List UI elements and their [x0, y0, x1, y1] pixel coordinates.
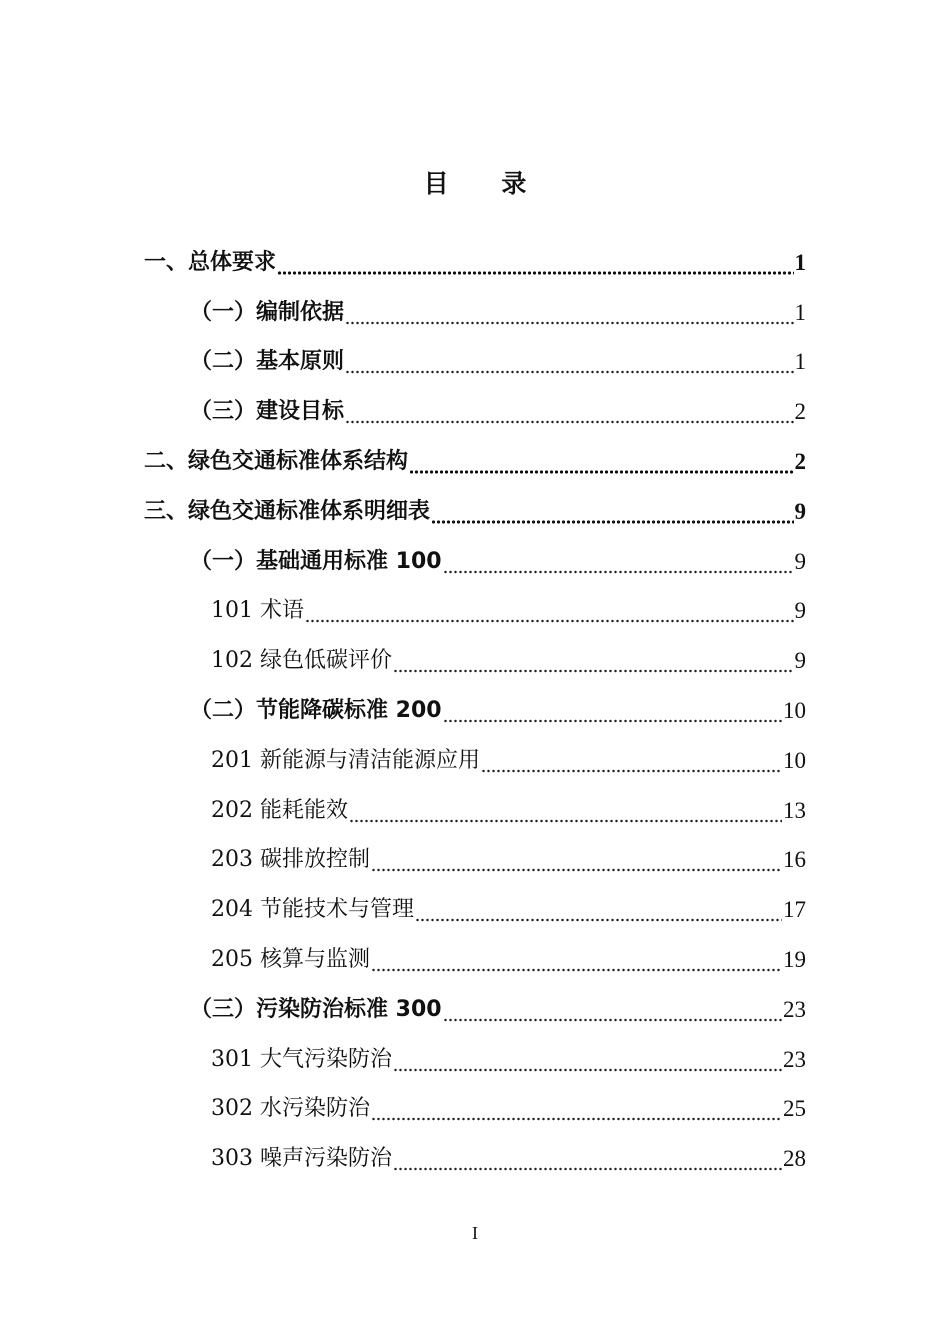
- toc-entry-label: 201 新能源与清洁能源应用: [211, 747, 480, 773]
- toc-entry-page: 9: [794, 648, 806, 674]
- toc-entry-page: 10: [783, 698, 806, 724]
- toc-entry-label: 101 术语: [211, 598, 304, 624]
- toc-entry[interactable]: [0, 786, 950, 836]
- toc-entry-label: 一、总体要求: [144, 249, 277, 275]
- dot-leader: [443, 696, 782, 726]
- toc-entry-label: （二）基本原则: [190, 349, 345, 375]
- toc-entry-page: 10: [783, 747, 806, 773]
- toc-entry-label: 三、绿色交通标准体系明细表: [144, 498, 431, 524]
- toc-entry-page: 25: [783, 1096, 806, 1122]
- page-number: I: [472, 1223, 478, 1243]
- toc-entry-page: 1: [794, 299, 806, 325]
- toc-entry-page: 2: [794, 399, 806, 425]
- dot-leader: [345, 347, 793, 377]
- toc-entry-label: （三）建设目标: [190, 399, 345, 425]
- toc-entry[interactable]: [0, 736, 950, 786]
- toc-entry-label: 302 水污染防治: [211, 1096, 370, 1122]
- toc-entry-label: （三）污染防治标准 300: [190, 996, 442, 1022]
- dot-leader: [345, 397, 793, 427]
- dot-leader: [371, 945, 782, 975]
- dot-leader: [393, 1144, 782, 1174]
- toc-entry-page: 2: [794, 449, 806, 475]
- toc-entry-label: 205 核算与监测: [211, 947, 370, 973]
- dot-leader: [277, 248, 793, 278]
- toc-entry-label: 303 噪声污染防治: [211, 1146, 392, 1172]
- toc-entry[interactable]: [0, 238, 950, 288]
- toc-entry-page: 1: [794, 249, 806, 275]
- toc-entry[interactable]: [0, 288, 950, 338]
- toc-entry[interactable]: [0, 686, 950, 736]
- toc-entry-page: 16: [783, 847, 806, 873]
- toc-entry[interactable]: [0, 587, 950, 637]
- toc-entry-page: 13: [783, 797, 806, 823]
- dot-leader: [371, 845, 782, 875]
- toc-entry-label: 202 能耗能效: [211, 797, 348, 823]
- toc-entry-page: 23: [783, 996, 806, 1022]
- toc-entry[interactable]: [0, 387, 950, 437]
- toc-entry-page: 9: [794, 598, 806, 624]
- dot-leader: [371, 1094, 782, 1124]
- dot-leader: [409, 447, 793, 477]
- toc-entry-label: 二、绿色交通标准体系结构: [144, 449, 409, 475]
- toc-entry-page: 1: [794, 349, 806, 375]
- toc-entry[interactable]: [0, 1134, 950, 1184]
- toc-entry[interactable]: [0, 338, 950, 388]
- dot-leader: [305, 596, 794, 626]
- toc-entry[interactable]: [0, 1085, 950, 1135]
- dot-leader: [349, 796, 782, 826]
- toc-entry-page: 19: [783, 947, 806, 973]
- toc-entry[interactable]: [0, 1035, 950, 1085]
- page-title: 目 录: [423, 169, 549, 198]
- table-of-contents: [0, 238, 950, 1184]
- toc-entry-page: 17: [783, 897, 806, 923]
- toc-entry[interactable]: [0, 935, 950, 985]
- toc-entry-page: 23: [783, 1046, 806, 1072]
- dot-leader: [345, 298, 793, 328]
- toc-entry-page: 28: [783, 1146, 806, 1172]
- toc-entry[interactable]: [0, 836, 950, 886]
- toc-entry[interactable]: [0, 437, 950, 487]
- dot-leader: [443, 547, 794, 577]
- dot-leader: [431, 497, 793, 527]
- dot-leader: [481, 746, 782, 776]
- toc-entry-label: 102 绿色低碳评价: [211, 648, 392, 674]
- toc-entry-page: 9: [794, 548, 806, 574]
- toc-entry[interactable]: [0, 985, 950, 1035]
- toc-entry-label: 301 大气污染防治: [211, 1046, 392, 1072]
- toc-entry-page: 9: [794, 498, 806, 524]
- toc-entry[interactable]: [0, 885, 950, 935]
- dot-leader: [415, 895, 782, 925]
- dot-leader: [443, 995, 782, 1025]
- toc-entry[interactable]: [0, 537, 950, 587]
- toc-entry-label: （一）编制依据: [190, 299, 345, 325]
- toc-entry-label: （二）节能降碳标准 200: [190, 698, 442, 724]
- toc-entry-label: （一）基础通用标准 100: [190, 548, 442, 574]
- toc-entry[interactable]: [0, 487, 950, 537]
- dot-leader: [393, 1045, 782, 1075]
- toc-entry[interactable]: [0, 636, 950, 686]
- toc-entry-label: 203 碳排放控制: [211, 847, 370, 873]
- toc-entry-label: 204 节能技术与管理: [211, 897, 414, 923]
- dot-leader: [393, 646, 794, 676]
